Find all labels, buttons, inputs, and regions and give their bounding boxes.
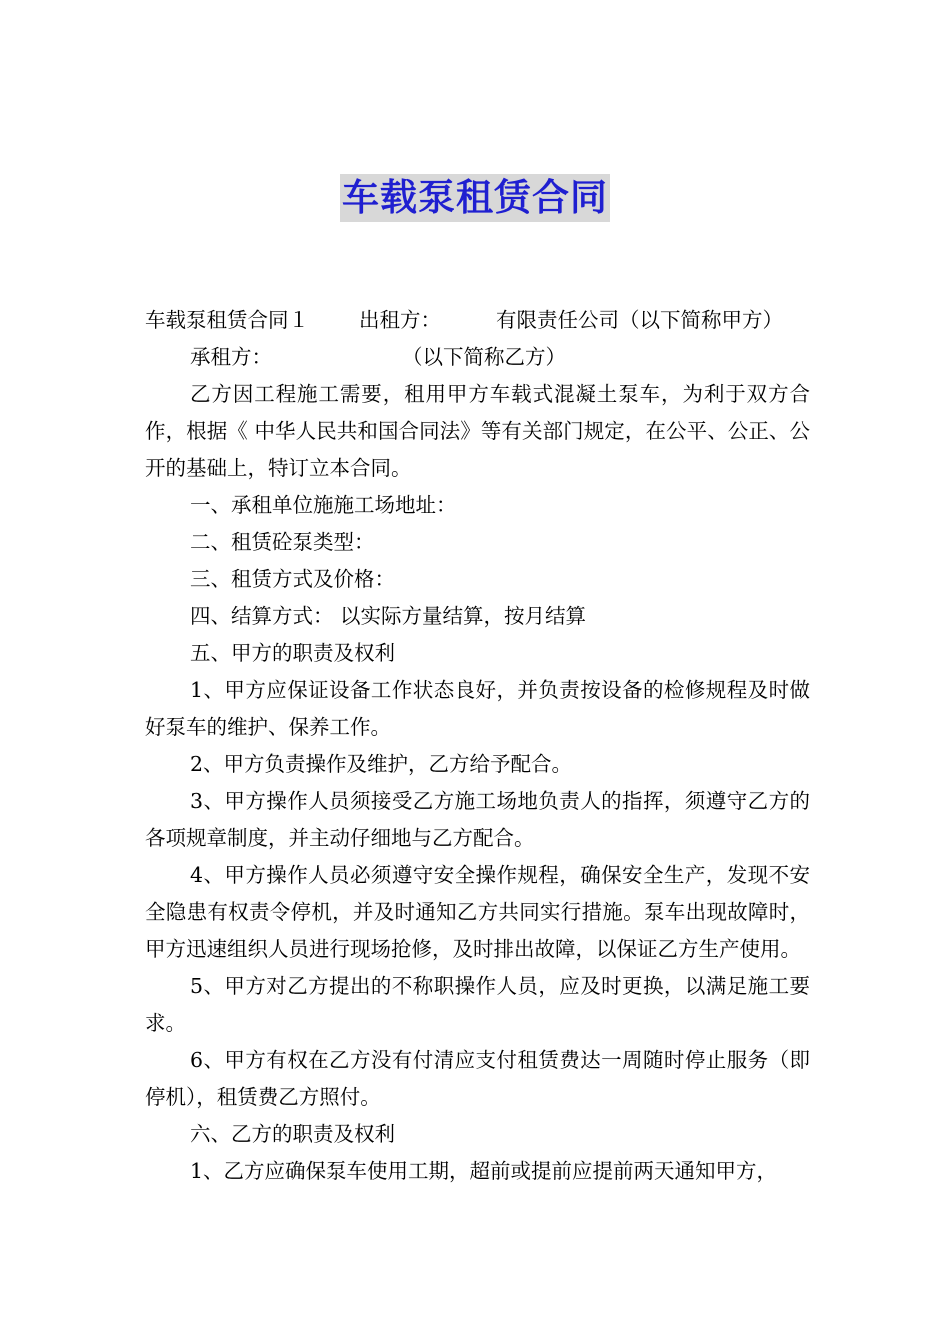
document-title: 车载泵租赁合同 — [340, 174, 610, 222]
lessee-line — [145, 339, 810, 376]
contract-heading: 车载泵租赁合同１ — [145, 308, 309, 332]
paragraph: 三、租赁方式及价格： — [190, 567, 395, 591]
paragraph: 3、甲方操作人员须接受乙方施工场地负责人的指挥，须遵守乙方的各项规章制度，并主动仔细地与乙方配合。 — [145, 789, 810, 850]
paragraph: 乙方因工程施工需要，租用甲方车载式混凝土泵车，为利于双方合作，根据《 中华人民共和国合同法》等有关部门规定，在公平、公正、公开的基础上，特订立本合同。 — [145, 382, 810, 480]
lessee-value: （以下简称乙方） — [402, 345, 566, 369]
paragraph: 五、甲方的职责及权利 — [190, 641, 395, 665]
lessor-label: 出租方： — [359, 308, 441, 332]
paragraph: 6、甲方有权在乙方没有付清应支付租赁费达一周随时停止服务（即停机），租赁费乙方照付。 — [145, 1048, 810, 1109]
paragraph: 四、结算方式： 以实际方量结算，按月结算 — [190, 604, 587, 628]
title-container — [0, 174, 950, 222]
paragraph: 六、乙方的职责及权利 — [190, 1122, 395, 1146]
contract-heading-line — [145, 302, 810, 339]
paragraph: 一、承租单位施施工场地址： — [190, 493, 457, 517]
lessee-label: 承租方： — [190, 345, 272, 369]
lessor-value: 有限责任公司（以下简称甲方） — [496, 308, 783, 332]
paragraph: 1、乙方应确保泵车使用工期，超前或提前应提前两天通知甲方， — [190, 1159, 778, 1183]
paragraph: 4、甲方操作人员必须遵守安全操作规程，确保安全生产，发现不安全隐患有权责令停机，并及时通知乙方共同实行措施。泵车出现故障时，甲方迅速组织人员进行现场抢修，及时排出故障，以保证乙方生产使用。 — [145, 863, 810, 961]
paragraph: 1、甲方应保证设备工作状态良好，并负责按设备的检修规程及时做好泵车的维护、保养工作。 — [145, 678, 810, 739]
paragraph: 5、甲方对乙方提出的不称职操作人员，应及时更换，以满足施工要求。 — [145, 974, 810, 1035]
document-body — [145, 302, 810, 1190]
paragraph: 2、甲方负责操作及维护，乙方给予配合。 — [190, 752, 573, 776]
paragraph: 二、租赁砼泵类型： — [190, 530, 375, 554]
